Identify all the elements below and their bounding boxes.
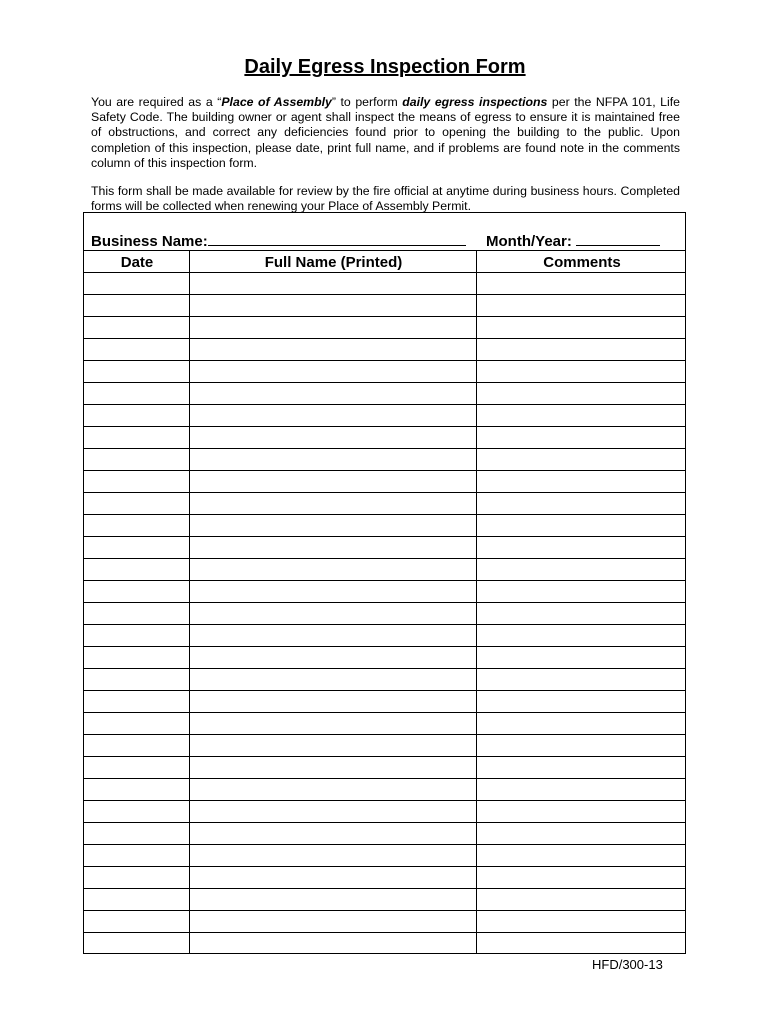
column-header-date: Date: [120, 254, 154, 271]
table-row[interactable]: [84, 449, 685, 471]
table-row[interactable]: [84, 339, 685, 361]
table-row[interactable]: [84, 735, 685, 757]
column-header-row: [84, 251, 685, 273]
column-header-comments: Comments: [543, 254, 621, 271]
table-row[interactable]: [84, 383, 685, 405]
table-row[interactable]: [84, 273, 685, 295]
month-year-field[interactable]: [486, 232, 660, 250]
business-name-blank[interactable]: [208, 232, 466, 246]
table-row[interactable]: [84, 845, 685, 867]
intro-text-2: ” to perform: [331, 95, 403, 109]
intro-daily-egress-inspections: daily egress inspections: [402, 95, 548, 109]
form-code: HFD/300-13: [592, 957, 663, 972]
table-row[interactable]: [84, 823, 685, 845]
intro-paragraph: [91, 95, 680, 171]
table-row[interactable]: [84, 779, 685, 801]
inspection-table: [83, 212, 686, 954]
table-row[interactable]: [84, 471, 685, 493]
table-row[interactable]: [84, 669, 685, 691]
table-row[interactable]: [84, 493, 685, 515]
table-row[interactable]: [84, 317, 685, 339]
table-row[interactable]: [84, 713, 685, 735]
table-row[interactable]: [84, 911, 685, 933]
table-row[interactable]: [84, 361, 685, 383]
table-row[interactable]: [84, 625, 685, 647]
notice-paragraph: This form shall be made available for review by the fire official at anytime during business hours. Completed forms will be collected when renewing your Place of Assembly Permit.: [91, 184, 680, 214]
business-name-label: Business Name:: [91, 233, 208, 250]
table-row[interactable]: [84, 559, 685, 581]
intro-text-3: per the NFPA 101, Life Safety Code. The building owner or agent shall inspect the means of egress to ensure it is maintained free of obstructions, and correct any deficiencies found prior to opening the building to the public. Upon completion of this inspection, please date, print full name, and if problems are found note in the comments column of this inspection form.: [91, 95, 680, 170]
table-row[interactable]: [84, 427, 685, 449]
business-name-field[interactable]: [91, 232, 466, 250]
table-row[interactable]: [84, 933, 685, 955]
month-year-blank[interactable]: [576, 232, 660, 246]
table-row[interactable]: [84, 537, 685, 559]
column-header-full-name: Full Name (Printed): [264, 254, 403, 271]
table-row[interactable]: [84, 295, 685, 317]
intro-place-of-assembly: Place of Assembly: [221, 95, 332, 109]
table-row[interactable]: [84, 581, 685, 603]
table-row[interactable]: [84, 691, 685, 713]
table-row[interactable]: [84, 889, 685, 911]
table-row[interactable]: [84, 757, 685, 779]
table-row[interactable]: [84, 801, 685, 823]
form-title: Daily Egress Inspection Form: [244, 56, 526, 78]
table-row[interactable]: [84, 603, 685, 625]
table-header-fields: [84, 213, 685, 251]
intro-text-1: You are required as a “: [91, 95, 222, 109]
table-row[interactable]: [84, 867, 685, 889]
table-row[interactable]: [84, 405, 685, 427]
table-row[interactable]: [84, 647, 685, 669]
table-row[interactable]: [84, 515, 685, 537]
month-year-label: Month/Year:: [486, 233, 577, 250]
table-body: [84, 273, 685, 955]
